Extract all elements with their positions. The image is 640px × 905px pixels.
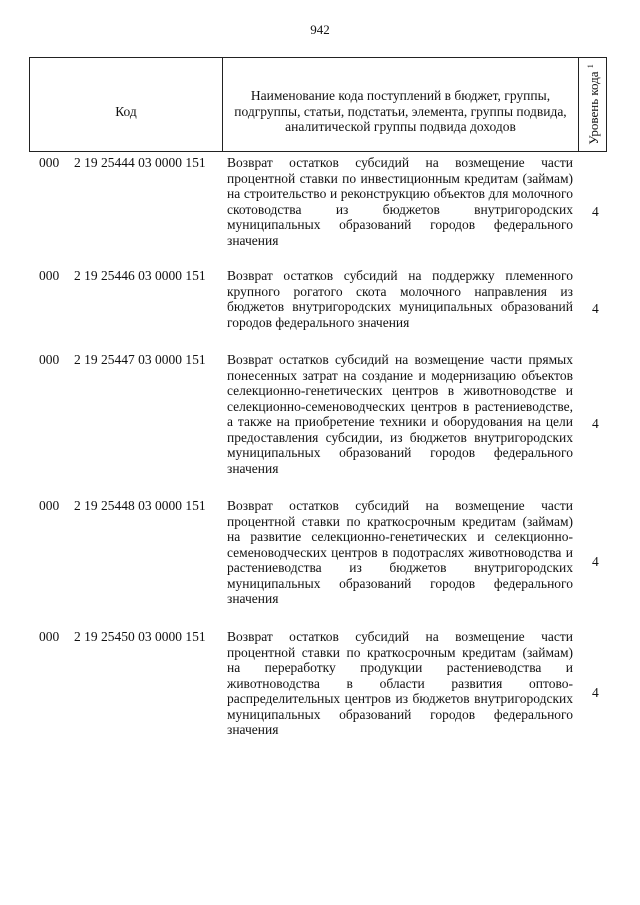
header-code-cell	[30, 58, 223, 151]
row-admin-code: 000	[39, 629, 60, 644]
row-name: Возврат остатков субсидий на возмещение части процентной ставки по краткосрочным кредитам (займам) на переработку продукции растениеводства и животноводства в области развития оптово-распределительных центров из бюджетов внутригородских муниципальных образований городов федерального значения	[227, 629, 573, 737]
row-level: 4	[592, 301, 599, 316]
row-name: Возврат остатков субсидий на поддержку племенного крупного рогатого скота молочного направления из бюджетов внутригородских муниципальных образований городов федерального значения	[227, 268, 573, 330]
header-code-label: Код	[115, 103, 137, 119]
row-income-code: 2 19 25444 03 0000 151	[74, 155, 206, 170]
row-level: 4	[592, 685, 599, 700]
row-admin-code: 000	[39, 268, 60, 283]
header-name-label: Наименование кода поступлений в бюджет, группы, подгруппы, статьи, подстатьи, элемента, группы подвида, аналитической группы подвида доходов	[234, 88, 567, 135]
row-level: 4	[592, 204, 599, 219]
row-income-code: 2 19 25450 03 0000 151	[74, 629, 206, 644]
row-income-code: 2 19 25447 03 0000 151	[74, 352, 206, 367]
row-name: Возврат остатков субсидий на возмещение части прямых понесенных затрат на создание и модернизацию объектов селекционно-генетических центров в животноводстве и селекционно-семеноводческих центров в растениеводстве, а также на приобретение техники и оборудования на цели предоставления субсидии, из бюджетов внутригородских муниципальных образований городов федерального значения	[227, 352, 573, 476]
row-level: 4	[592, 554, 599, 569]
row-name: Возврат остатков субсидий на возмещение части процентной ставки по инвестиционным кредитам (займам) на строительство и реконструкцию объектов для молочного скотоводства из бюджетов внутригородских муниципальных образований городов федерального значения	[227, 155, 573, 248]
row-admin-code: 000	[39, 352, 60, 367]
row-income-code: 2 19 25446 03 0000 151	[74, 268, 206, 283]
header-name-cell	[223, 58, 579, 151]
table-header	[29, 57, 607, 152]
header-level-cell	[579, 58, 606, 151]
row-level: 4	[592, 416, 599, 431]
page-number: 942	[310, 22, 330, 37]
row-income-code: 2 19 25448 03 0000 151	[74, 498, 206, 513]
header-level-footnote: 1	[586, 64, 596, 69]
header-level-label: Уровень кода $^1$	[586, 64, 602, 145]
row-admin-code: 000	[39, 498, 60, 513]
row-name: Возврат остатков субсидий на возмещение части процентной ставки по краткосрочным кредитам (займам) на развитие селекционно-генетических и селекционно-семеноводческих центров в подотраслях животноводства и растениеводства из бюджетов внутригородских муниципальных образований городов федерального значения	[227, 498, 573, 606]
row-admin-code: 000	[39, 155, 60, 170]
